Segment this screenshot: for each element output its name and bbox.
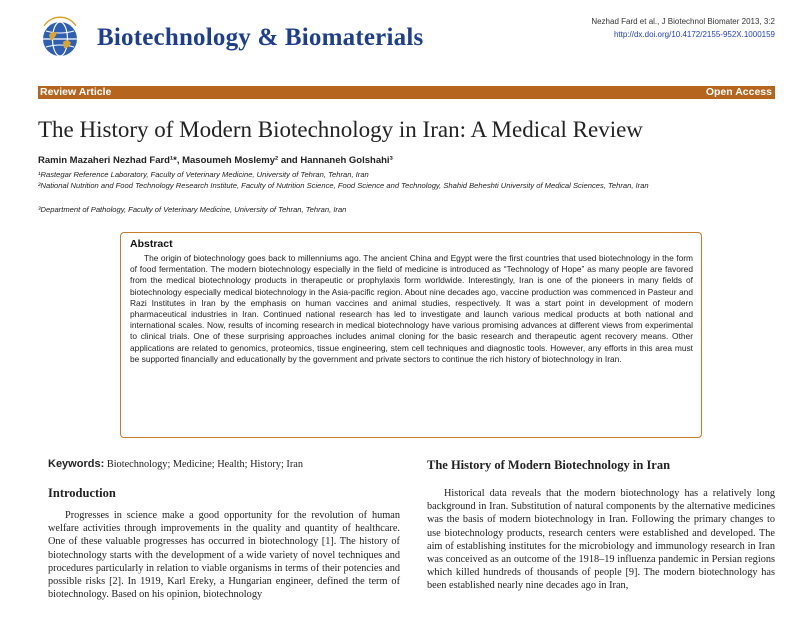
publisher-globe-logo (38, 16, 82, 60)
journal-name: Biotechnology & Biomaterials (97, 24, 424, 51)
citation-text: Nezhad Fard et al., J Biotechnol Biomater 2013, 3:2 (591, 17, 775, 26)
abstract-heading: Abstract (130, 238, 173, 250)
article-title: The History of Modern Biotechnology in Iran: A Medical Review (38, 117, 643, 142)
introduction-heading: Introduction (48, 486, 116, 500)
author-list: Ramin Mazaheri Nezhad Fard¹*, Masoumeh Moslemy² and Hannaneh Golshahi³ (38, 155, 393, 166)
right-column (427, 458, 775, 593)
citation-block (415, 15, 775, 41)
page-bottom-fade (0, 617, 800, 625)
keywords-label: Keywords: (48, 458, 105, 470)
keywords-text: Biotechnology; Medicine; Health; History; Iran (106, 459, 303, 470)
keywords-line (48, 458, 400, 471)
abstract-box (120, 232, 702, 438)
affiliation-1: ¹Rastegar Reference Laboratory, Faculty of Veterinary Medicine, University of Tehran, Tehran, Iran (38, 170, 369, 179)
introduction-text: Progresses in science make a good opportunity for the revolution of human welfare activities through improvements in the quality and quantity of healthcare. One of these valuable progresses has occurred in biotechnology [1]. The history of biotechnology starts with the development of a wide variety of novel techniques and procedures particularly in relation to viable organisms in terms of their potencies and possible risks [2]. In 1919, Karl Ereky, a Hungarian engineer, defined the term of biotechnology. Based on his opinion, biotechnology (48, 510, 400, 601)
article-type-label: Review Article (40, 86, 112, 98)
doi-link[interactable]: http://dx.doi.org/10.4172/2155-952X.1000159 (613, 30, 775, 39)
abstract-text: The origin of biotechnology goes back to millenniums ago. The ancient China and Egypt were the first countries that used biotechnology in the form of food fermentation. The modern biotechnology especially in the field of medicine is introduced as “Technology of Hope” as many people are favored from the medical biotechnology products in therapeutic or prophylaxis form worldwide. Interestingly, Iran is one of the pioneers in many fields of biotechnology especially medical biotechnology in the Asia-pacific region. About nine decades ago, vaccine production was commenced in Pasteur and Razi Institutes in Iran by the emphasis on human vaccines and animal studies, respectively. It was a start point in development of modern pharmaceutical industries in Iran. Continued national research has led to investigate and launch various medical products at both national and international scales. Now, results of incoming research in medical biotechnology have various promising advances at different views from experimental to clinical trials. One of these surprising approaches includes animal cloning for the basic research and therapeutic agent recovery means. Other applications are related to genomics, proteomics, tissue engineering, stem cell techniques and diagnostic tools. However, any efforts in this area must be supported financially and educationally by the government and private sectors to continue the rich history of biotechnology in Iran. (130, 253, 693, 364)
history-section-heading: The History of Modern Biotechnology in Iran (427, 458, 671, 472)
article-type-bar (38, 86, 775, 99)
left-column (48, 458, 400, 601)
history-section-text: Historical data reveals that the modern biotechnology has a relatively long background in Iran. Substitution of natural components by the alternative medicines was the basis of modern biotechnology in Iran. Following the primary changes to use biotechnology products, research centers were established and developed. The aim of establishing institutes for the microbiology and immunology research in Iran was conceived as an outcome of the 1918–19 influenza pandemic in Persian regions which killed hundreds of thousands of people [9]. The modern biotechnology has been established nearly nine decades ago in Iran, (427, 488, 775, 592)
affiliation-3: ³Department of Pathology, Faculty of Veterinary Medicine, University of Tehran, Tehran, Iran (38, 205, 347, 214)
affiliation-2: ²National Nutrition and Food Technology Research Institute, Faculty of Nutrition Science, Food Science and Technology, Shahid Beheshti University of Medical Sciences, Tehran, Iran (38, 181, 649, 190)
open-access-label: Open Access (705, 86, 772, 98)
